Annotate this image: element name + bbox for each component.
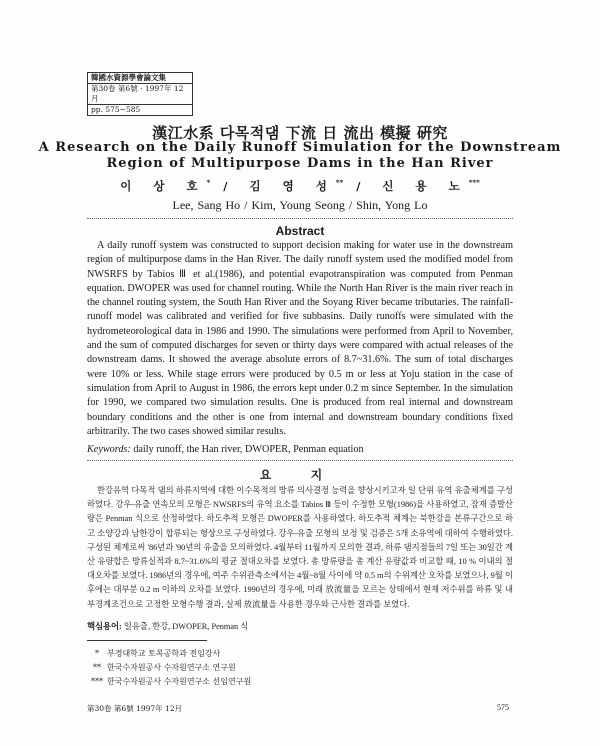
- footnote-mark: **: [93, 663, 101, 672]
- journal-name: 韓國水資源學會論文集: [88, 73, 192, 84]
- footnote-text: 한국수자원공사 수자원연구소 연구원: [107, 663, 236, 672]
- journal-info-box: [87, 72, 193, 116]
- footnote: [87, 648, 220, 659]
- footnote-text: 한국수자원공사 수자원연구소 선임연구원: [107, 677, 252, 686]
- journal-pages: pp. 575~585: [91, 105, 141, 114]
- page-number: 575: [497, 703, 509, 712]
- authors-english: Lee, Sang Ho / Kim, Young Seong / Shin, Yong Lo: [172, 198, 428, 212]
- footnote-mark: *: [95, 649, 99, 658]
- abstract-text: A daily runoff system was constructed to support decision making for water use in the downstream region of multipurpose dams in the Han River. The daily runoff system used the modified model from NWSRFS by Tabios Ⅲ et al.(1986), and potential evapotranspiration was computed from Penman equation. DWOPER was used for channel routing. While the North Han River is the main river reach in the channel routing system, the South Han River and the Soyang River became tributaries. The rainfall-runoff model was calibrated and verified for five subbasins. Daily runoffs were simulated with the hydrometeorological data in 1986 and 1990. The simulations were performed from April to November, and the sum of computed discharges for seven or thirty days were compared with actual releases of the downstream dams. It showed the average absolute errors of 8.7~31.6%. The sum of total discharges were 10% or less. While stage errors were produced by 0.5 m or less at Yoju station in the case of simulation from April to August in 1986, the errors kept under 0.2 m since September. In the simulation for 1990, we compared two simulation results. One is produced from real internal and downstream boundary conditions and the other is one from internal and downstream boundary conditions fixed arbitrarily. The two cases showed similar results.: [87, 240, 513, 437]
- summary-keywords-text: 일유출, 한강, DWOPER, Penman 식: [123, 622, 249, 631]
- title-english-line-2: Region of Multipurpose Dams in the Han River: [106, 156, 494, 171]
- author-separator: /: [223, 179, 237, 193]
- footnote-mark: ***: [91, 677, 103, 686]
- author-ko-1: 이 상 호: [120, 179, 207, 193]
- title-korean: 漢江水系 다목적댐 下流 日 流出 模擬 硏究: [152, 124, 448, 142]
- footer-journal-issue: 第30卷 第6號 1997年 12月: [87, 704, 183, 713]
- author-ko-3-mark: ***: [468, 178, 480, 188]
- author-separator: /: [356, 179, 370, 193]
- author-ko-3: 신 용 노: [382, 179, 469, 193]
- summary-heading: 요 지: [259, 468, 341, 482]
- title-english: [0, 140, 600, 172]
- authors-korean: [0, 178, 600, 194]
- divider: [87, 460, 513, 461]
- summary-text: 한강유역 다목적 댐의 하류지역에 대한 이수목적의 방류 의사결정 능력을 향상시키고자 일 단위 유역 유출체계를 구성하였다. 강우-유출 연속모의 모형은 NWSRFS의 유역 요소를 Tabios Ⅲ 등이 수정한 모형(1986)을 사용하였고, 잠재 증발산량은 Penman 식으로 산정하였다. 하도추적 모형은 DWOPER를 사용하였다. 하도추적 체계는 북한강을 본류구간으로 하고 소양강과 남한강이 합류되는 형상으로 구성하였다. 강우-유출 모형의 보정 및 검증은 5개 소유역에 대하여 수행하였다. 구성된 체계로써 '86년과 '90년의 유출을 모의하였다. 4월부터 11월까지 모의한 결과, 하류 댐지점들의 7일 또는 30일간 계산 유량합은 방류실적과 8.7~31.6%의 평균 절대오차를 보였다. 총 방류량을 총 계산 유량값과 비교할 때, 10 % 이내의 절대오차를 보였다. 1986년의 경우에, 여주 수위관측소에서는 4월~8월 사이에 약 0.5 m의 수위계산 오차를 보였으나, 9월 이후에는 대부분 0.2 m 이하의 오차를 보였다. 1990년의 경우에, 미래 放流量을 모르는 상태에서 현재 저수위를 하류 및 내부경계조건으로 고정한 모형수행 결과, 실제 放流量을 사용한 경우와 근사한 결과를 보였다.: [87, 486, 513, 609]
- abstract-heading: Abstract: [275, 224, 325, 238]
- summary-keywords: [87, 620, 513, 634]
- divider: [87, 218, 513, 219]
- author-ko-2: 김 영 성: [249, 179, 336, 193]
- footnote: [87, 676, 251, 687]
- footnote: [87, 662, 236, 673]
- author-ko-1-mark: *: [206, 178, 211, 188]
- keywords: [87, 443, 513, 457]
- footnote-text: 부경대학교 토목공학과 전임강사: [107, 649, 221, 658]
- keywords-text: daily runoff, the Han river, DWOPER, Penman equation: [133, 444, 364, 455]
- footnote-rule: [87, 640, 207, 641]
- journal-volume: 第30卷 第6號 · 1997年 12月: [88, 84, 192, 105]
- title-english-line-1: A Research on the Daily Runoff Simulation for the Downstream: [38, 140, 562, 155]
- summary-keywords-label: 핵심용어:: [87, 622, 122, 631]
- keywords-label: Keywords:: [87, 444, 131, 455]
- author-ko-2-mark: **: [335, 178, 344, 188]
